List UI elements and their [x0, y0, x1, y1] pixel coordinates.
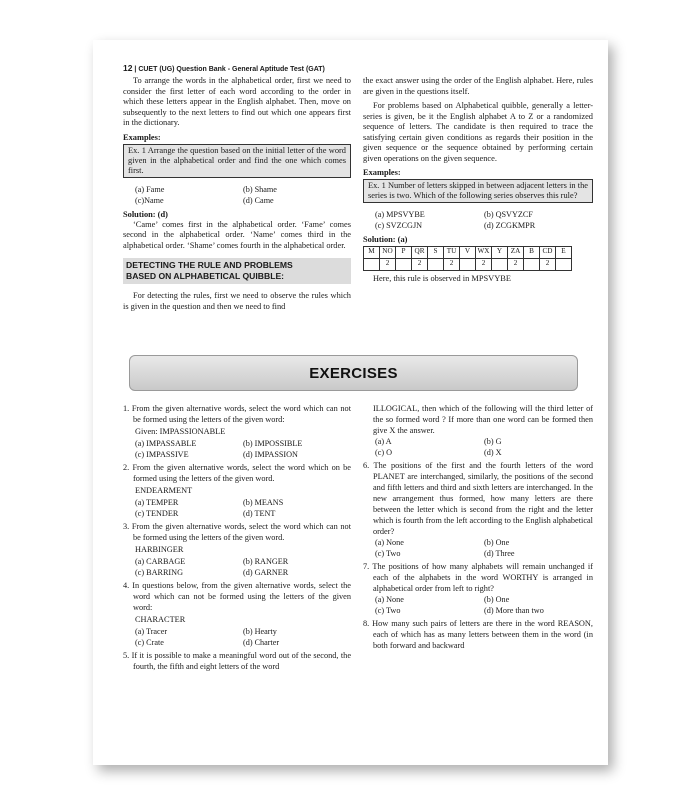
question-text: 4. In questions below, from the given alternative words, select the word which can not be formed using the letters of the given word: — [123, 581, 351, 612]
gap-cell — [492, 259, 508, 271]
option: (d) IMPASSION — [243, 450, 298, 459]
option: (b) Shame — [243, 184, 277, 194]
option: (d) Charter — [243, 638, 280, 647]
question-text: 2. From the given alternative words, select the word which on be formed using the letters of the given word. — [123, 463, 351, 483]
question-item — [363, 460, 593, 559]
letter-cell: WX — [476, 247, 492, 259]
right-column — [363, 76, 593, 285]
example-box: Ex. 1 Number of letters skipped in between adjacent letters in the series is two. Which of the following series observes this rule? — [363, 179, 593, 203]
option: (d) Three — [484, 549, 515, 558]
letter-table — [363, 246, 572, 271]
question-text: 7. The positions of how many alphabets will remain unchanged if each of the alphabets in the word WORTHY is arranged in alphabetical order from left to right? — [363, 562, 593, 593]
question-item — [123, 580, 351, 648]
given-word: Given: IMPASSIONABLE — [135, 427, 226, 436]
letter-cell: NO — [380, 247, 396, 259]
solution-label: Solution: (d) — [123, 209, 168, 219]
section-heading-line: BASED ON ALPHABETICAL QUIBBLE: — [126, 271, 285, 281]
exercises-banner — [129, 355, 578, 391]
option: (c) Crate — [135, 638, 164, 647]
question-options — [363, 436, 593, 458]
option: (a) Fame — [135, 184, 165, 194]
option: (c) SVZCGJN — [375, 221, 423, 230]
gap-cell: 2 — [380, 259, 396, 271]
section-heading-line: DETECTING THE RULE AND PROBLEMS — [126, 260, 293, 270]
given-word: HARBINGER — [135, 545, 184, 554]
question-text: 3. From the given alternative words, select the word which can not be formed using the letters of the given word. — [123, 522, 351, 542]
gap-cell — [460, 259, 476, 271]
option: (d) More than two — [484, 606, 544, 615]
option: (a) CARBAGE — [135, 557, 186, 566]
intro-paragraph: To arrange the words in the alphabetical order, first we need to consider the first letter of each word according to the order in which these letters appear in the English alphabet. Then, move on subsequently to the next letters to find out which one appears first in the dictionary. — [123, 76, 351, 127]
option: (b) Hearty — [243, 627, 277, 636]
question-item — [363, 561, 593, 616]
letter-cell: CD — [540, 247, 556, 259]
option: (b) IMPOSSIBLE — [243, 439, 303, 448]
option: (b) One — [484, 538, 510, 547]
option: (d) X — [484, 448, 502, 457]
running-title: | CUET (UG) Question Bank - General Aptitude Test (GAT) — [134, 66, 325, 73]
option: (c) Two — [375, 549, 401, 558]
question-options — [363, 537, 593, 559]
option: (a) TEMPER — [135, 498, 179, 507]
given-word: ENDEARMENT — [135, 486, 193, 495]
question-text: 6. The positions of the first and the fourth letters of the word PLANET are interchanged, similarly, the positions of the second and fifth letters and third and sixth letters are interchanged. In the new arrangement thus formed, how many letters are there between the letter which is second from the right and the letter which is fourth from the left according to the English alphabetical order? — [363, 461, 593, 536]
letter-cell: M — [364, 247, 380, 259]
example-options — [363, 209, 593, 231]
question-item — [363, 618, 593, 651]
rules-paragraph: For detecting the rules, first we need to observe the rules which is given in the question and then we need to find — [123, 291, 351, 311]
gap-cell — [556, 259, 572, 271]
gap-row — [364, 259, 572, 271]
option: (a) None — [375, 538, 404, 547]
running-head — [123, 63, 325, 73]
questions-right-column — [363, 403, 593, 651]
question-options — [363, 594, 593, 616]
option: (b) G — [484, 437, 502, 446]
question-options — [123, 497, 351, 519]
example-box: Ex. 1 Arrange the question based on the initial letter of the word given in the alphabetical order and find the one which comes first. — [123, 144, 351, 178]
option: (c)Name — [135, 195, 164, 205]
questions-left-column — [123, 403, 351, 672]
gap-cell — [428, 259, 444, 271]
question-options — [123, 626, 351, 648]
question-text: 8. How many such pairs of letters are there in the word REASON, each of which has as many letters between them in the word (in both forward and backward — [363, 619, 593, 650]
page-number: 12 — [123, 63, 133, 73]
gap-cell — [524, 259, 540, 271]
question-item — [123, 462, 351, 519]
letter-cell: E — [556, 247, 572, 259]
gap-cell: 2 — [476, 259, 492, 271]
continued-paragraph: the exact answer using the order of the English alphabet. Here, rules are given in the questions itself. — [363, 76, 593, 96]
question-item — [123, 403, 351, 460]
option: (a) MPSVYBE — [375, 210, 425, 219]
question-item — [123, 650, 351, 672]
option: (b) One — [484, 595, 510, 604]
question-options — [123, 556, 351, 578]
letter-cell: V — [460, 247, 476, 259]
option: (d) GARNER — [243, 568, 289, 577]
examples-label: Examples: — [363, 168, 401, 177]
solution-text: ‘Came’ comes first in the alphabetical order. ‘Fame’ comes second in the alphabetical order. ‘Name’ comes third in the alphabetical order. ‘Shame’ comes fourth in the alphabetical order. — [123, 219, 351, 250]
question-text: 1. From the given alternative words, select the word which can not be formed using the letters of the given word: — [123, 404, 351, 424]
question-item — [363, 403, 593, 458]
gap-cell: 2 — [508, 259, 524, 271]
question-options — [123, 438, 351, 460]
option: (d) ZCGKMPR — [484, 221, 536, 230]
left-column — [123, 76, 351, 312]
letter-cell: Y — [492, 247, 508, 259]
option: (b) MEANS — [243, 498, 284, 507]
observed-text: Here, this rule is observed in MPSVYBE — [373, 274, 511, 283]
option: (d) Came — [243, 195, 274, 205]
given-word: CHARACTER — [135, 615, 186, 624]
option: (c) TENDER — [135, 509, 179, 518]
question-text: 5. If it is possible to make a meaningful word out of the second, the fourth, the fifth and eight letters of the word — [123, 651, 351, 671]
option: (a) A — [375, 437, 392, 446]
examples-label: Examples: — [123, 132, 161, 142]
letter-cell: B — [524, 247, 540, 259]
option: (c) BARRING — [135, 568, 183, 577]
option: (a) IMPASSABLE — [135, 439, 197, 448]
letter-row — [364, 247, 572, 259]
option: (d) TENT — [243, 509, 276, 518]
gap-cell: 2 — [412, 259, 428, 271]
gap-cell: 2 — [540, 259, 556, 271]
letter-cell: ZA — [508, 247, 524, 259]
gap-cell: 2 — [444, 259, 460, 271]
letter-cell: S — [428, 247, 444, 259]
option: (c) IMPASSIVE — [135, 450, 189, 459]
option: (c) O — [375, 448, 393, 457]
letter-cell: P — [396, 247, 412, 259]
letter-cell: TU — [444, 247, 460, 259]
gap-cell — [364, 259, 380, 271]
option: (c) Two — [375, 606, 401, 615]
book-page — [93, 40, 608, 765]
example-options — [123, 184, 351, 206]
question-item — [123, 521, 351, 578]
quibble-paragraph: For problems based on Alphabetical quibble, generally a letter-series is given, be it the English alphabet A to Z or a randomized sequence of letters. The candidate is then required to trace the satisfying certain given conditions as regards their position in the given sequence or the sequence obtained by performing certain given operations on the given sequence. — [363, 101, 593, 163]
question-text: ILLOGICAL, then which of the following will the third letter of the so formed word ? If more than one word can be formed then give X the answer. — [373, 404, 593, 435]
exercises-title: EXERCISES — [309, 364, 398, 382]
option: (b) RANGER — [243, 557, 289, 566]
option: (a) Tracer — [135, 627, 168, 636]
section-heading — [123, 258, 351, 284]
gap-cell — [396, 259, 412, 271]
solution-label: Solution: (a) — [363, 235, 408, 244]
option: (a) None — [375, 595, 404, 604]
option: (b) QSVYZCF — [484, 210, 533, 219]
letter-cell: QR — [412, 247, 428, 259]
